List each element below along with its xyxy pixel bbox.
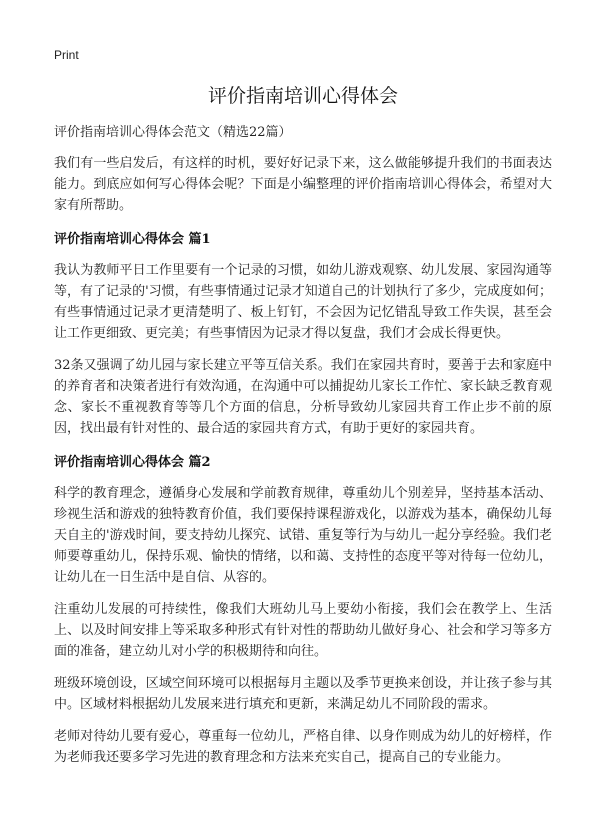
section-paragraph: 班级环境创设，区域空间环境可以根据每月主题以及季节更换来创设，并让孩子参与其中。区域材料根据幼儿发展来进行填充和更新，来满足幼儿不同阶段的需求。 bbox=[54, 676, 552, 712]
section-1 bbox=[54, 230, 552, 439]
document-subtitle: 评价指南培训心得体会范文（精选22篇） bbox=[54, 125, 292, 140]
section-paragraph: 我认为教师平日工作里要有一个记录的习惯，如幼儿游戏观察、幼儿发展、家园沟通等等，有了记录的'习惯，有些事情通过记录才知道自己的计划执行了多少，完成度如何；有些事情通过记录才更清楚明了、板上钉钉，不会因为记忆错乱导致工作失误，甚至会让工作更细致、更完美；有些事情因为记录才得以复盘，我们才会成长得更快。 bbox=[54, 263, 552, 341]
print-link[interactable]: Print bbox=[54, 48, 79, 62]
section-heading: 评价指南培训心得体会 篇1 bbox=[54, 232, 211, 247]
section-paragraph: 科学的教育理念，遵循身心发展和学前教育规律，尊重幼儿个别差异，坚持基本活动、珍视生活和游戏的独特教育价值，我们要保持课程游戏化，以游戏为基本，确保幼儿每天自主的'游戏时间，要支持幼儿探究、试错、重复等行为与幼儿一起分享经验。我们老师要尊重幼儿，保持乐观、愉快的情绪，以和蔼、支持性的态度平等对待每一位幼儿，让幼儿在一日生活中是自信、从容的。 bbox=[54, 486, 552, 585]
section-2 bbox=[54, 453, 552, 768]
section-paragraph: 32条又强调了幼儿园与家长建立平等互信关系。我们在家园共育时，要善于去和家庭中的养育者和决策者进行有效沟通，在沟通中可以捕捉幼儿家长工作忙、家长缺乏教育观念、家长不重视教育等等几个方面的信息，分析导致幼儿家园共育工作止步不前的原因，找出最有针对性的、最合适的家园共育方式，有助于更好的家园共育。 bbox=[54, 358, 552, 436]
section-paragraph: 注重幼儿发展的可持续性，像我们大班幼儿马上要幼小衔接，我们会在教学上、生活上、以及时间安排上等采取多种形式有针对性的帮助幼儿做好身心、社会和学习等多方面的准备，建立幼儿对小学的积极期待和向往。 bbox=[54, 602, 552, 659]
document-title: 评价指南培训心得体会 bbox=[207, 85, 398, 107]
section-paragraph: 老师对待幼儿要有爱心，尊重每一位幼儿，严格自律、以身作则成为幼儿的好榜样，作为老师我还要多学习先进的教育理念和方法来充实自己，提高自己的专业能力。 bbox=[54, 729, 552, 765]
section-heading: 评价指南培训心得体会 篇2 bbox=[54, 455, 211, 470]
intro-paragraph: 我们有一些启发后，有这样的时机，要好好记录下来，这么做能够提升我们的书面表达能力。到底应如何写心得体会呢？下面是小编整理的评价指南培训心得体会，希望对大家有所帮助。 bbox=[54, 156, 552, 213]
